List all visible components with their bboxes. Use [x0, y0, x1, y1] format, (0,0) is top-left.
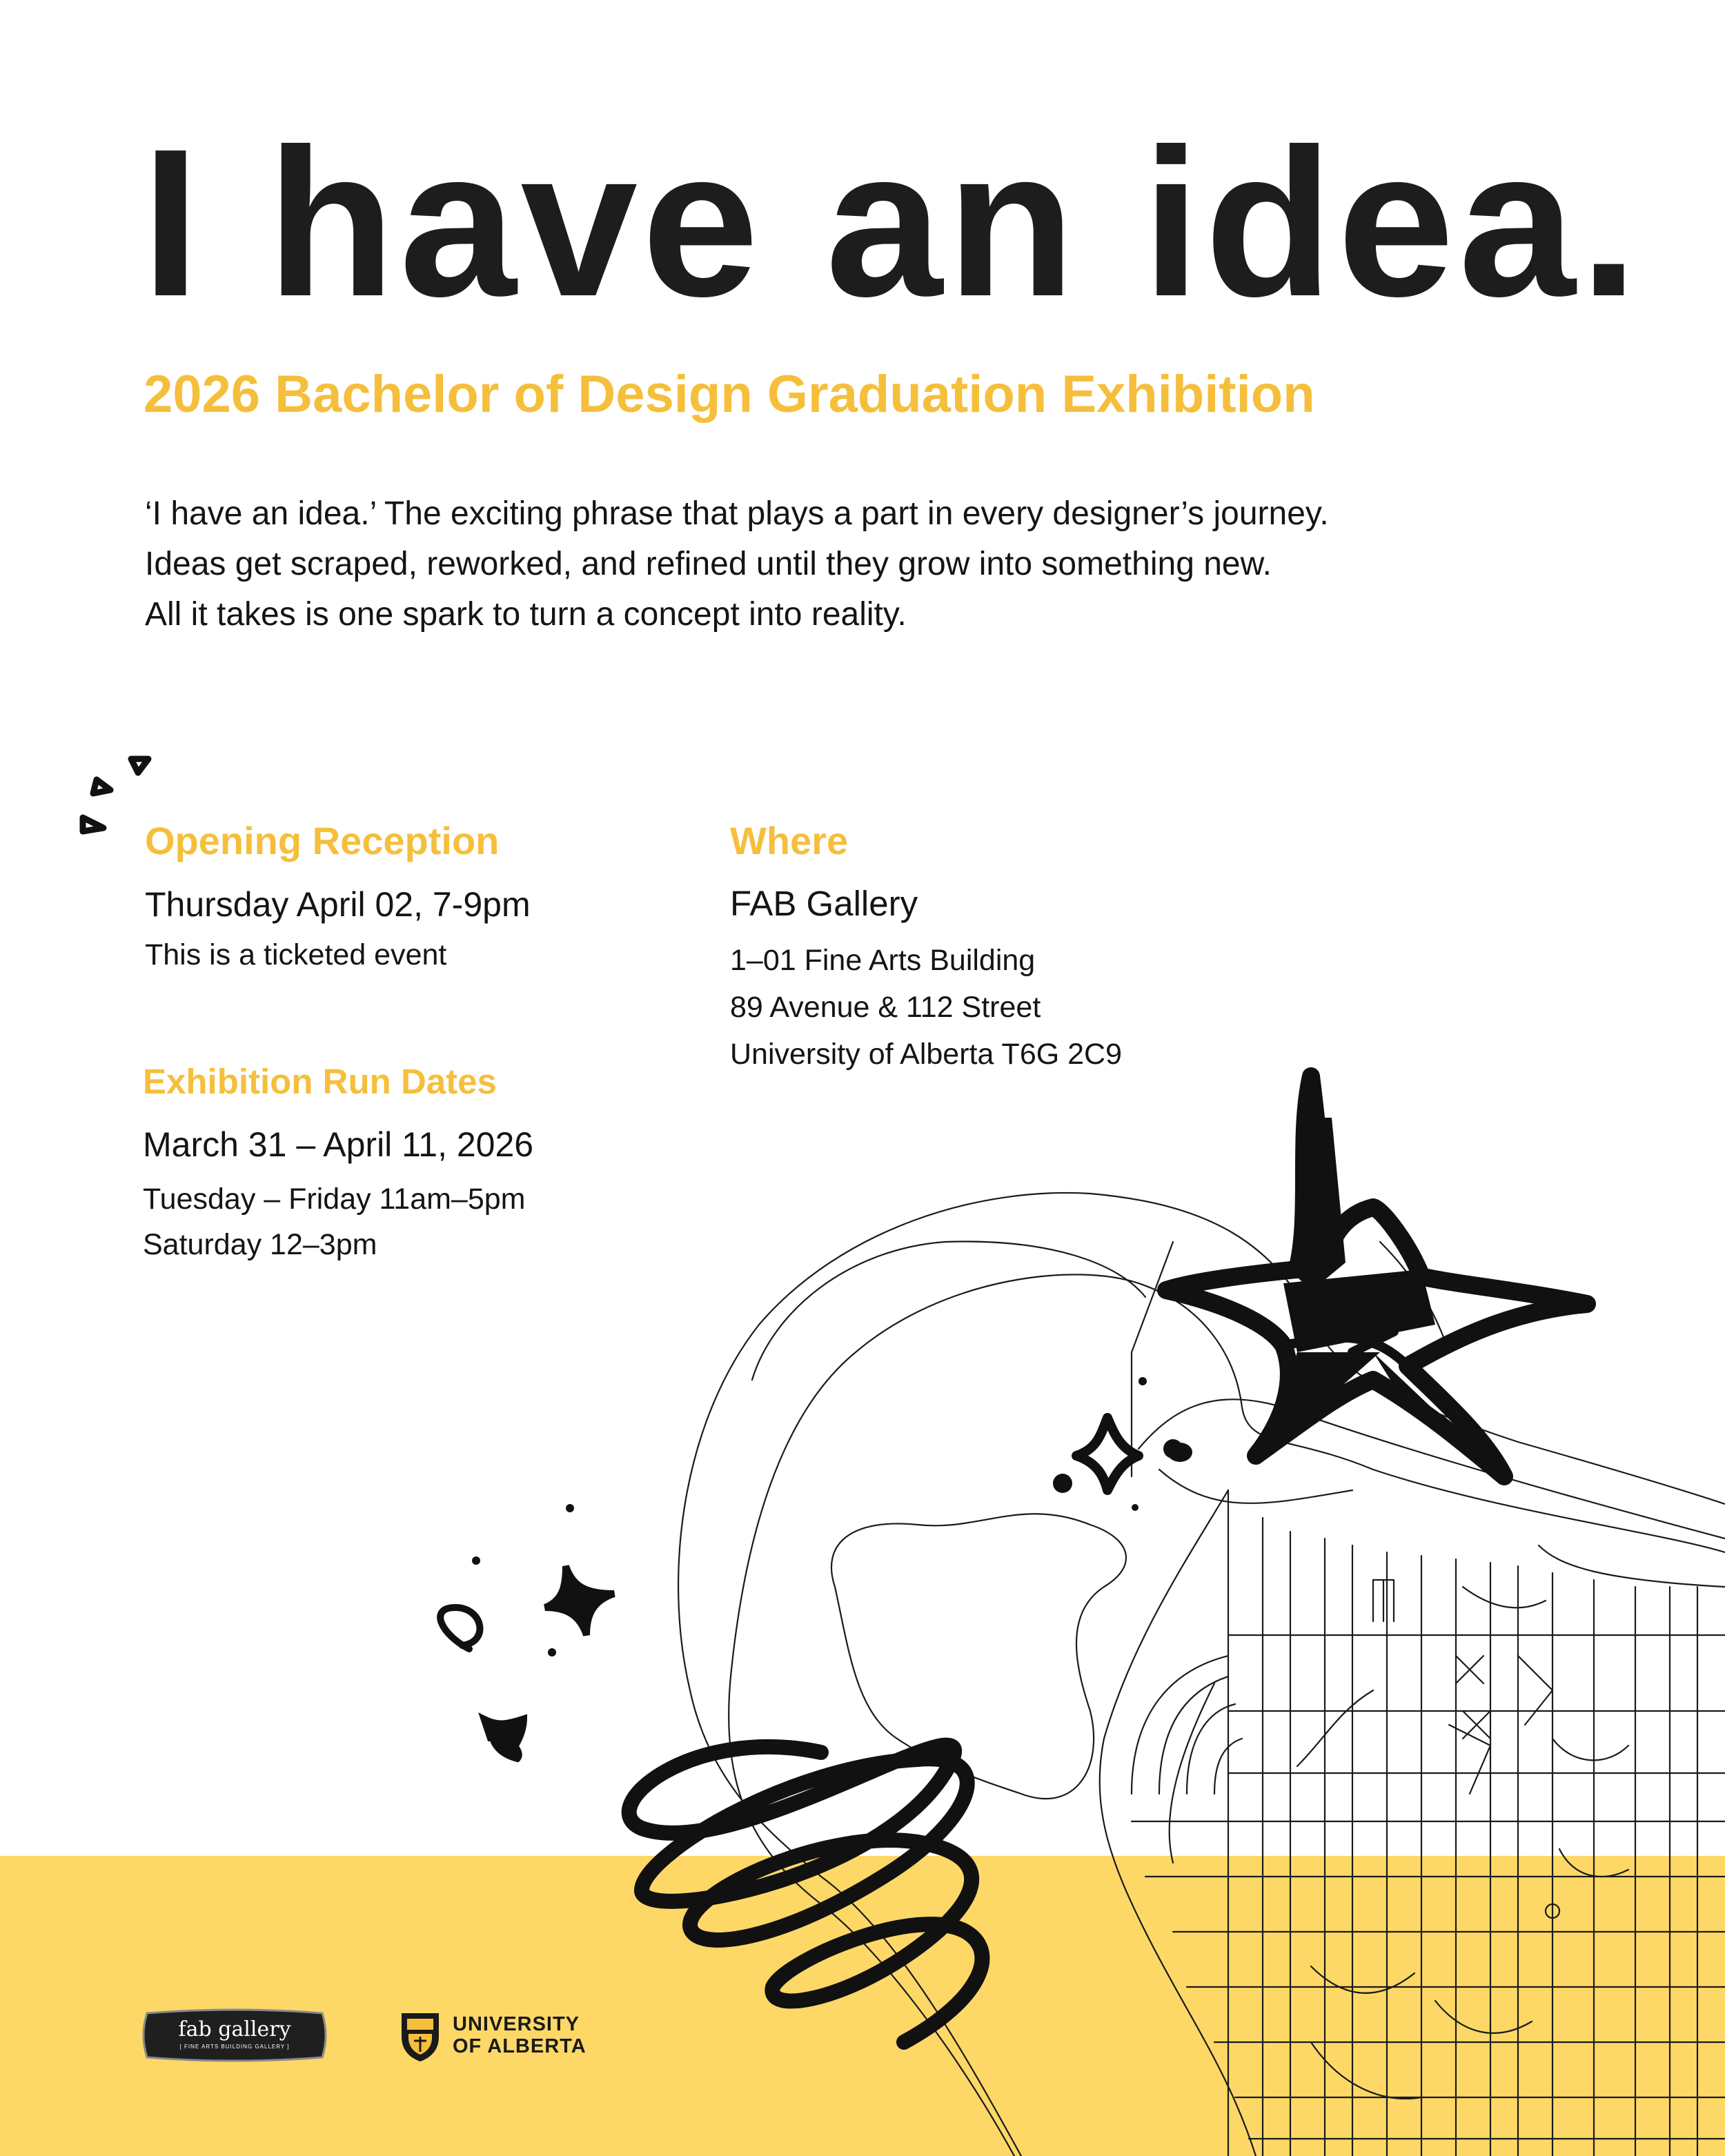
run-hours-saturday: Saturday 12–3pm — [143, 1228, 377, 1261]
fab-logo-name: fab gallery — [178, 2017, 291, 2041]
exhibition-subtitle: 2026 Bachelor of Design Graduation Exhibition — [144, 365, 1315, 424]
address-line-2: 89 Avenue & 112 Street — [730, 991, 1041, 1024]
run-dates: March 31 – April 11, 2026 — [143, 1125, 534, 1164]
intro-line-2: Ideas get scraped, reworked, and refined until they grow into something new. — [145, 546, 1272, 582]
opening-heading: Opening Reception — [145, 819, 500, 862]
intro-paragraph — [145, 488, 1490, 640]
crest-icon — [399, 2009, 442, 2063]
ua-line-1: UNIVERSITY — [453, 2013, 580, 2035]
where-heading: Where — [730, 819, 849, 862]
fab-gallery-logo — [141, 2008, 328, 2063]
swirl-icon — [440, 1608, 480, 1649]
fab-logo-subtitle: [ FINE ARTS BUILDING GALLERY ] — [179, 2044, 290, 2050]
opening-note: This is a ticketed event — [145, 938, 447, 971]
run-heading: Exhibition Run Dates — [143, 1062, 497, 1101]
address-line-3: University of Alberta T6G 2C9 — [730, 1038, 1123, 1071]
intro-line-1: ‘I have an idea.’ The exciting phrase that plays a part in every designer’s journey. — [145, 495, 1329, 532]
address-line-1: 1–01 Fine Arts Building — [730, 944, 1036, 977]
opening-date: Thursday April 02, 7-9pm — [145, 885, 531, 924]
run-hours-weekday: Tuesday – Friday 11am–5pm — [143, 1183, 526, 1216]
venue-name: FAB Gallery — [730, 884, 918, 923]
ua-line-2: OF ALBERTA — [453, 2035, 586, 2057]
page-title: I have an idea. — [141, 105, 1643, 340]
ua-wordmark — [453, 2013, 586, 2057]
intro-line-3: All it takes is one spark to turn a concept into reality. — [145, 596, 907, 633]
university-of-alberta-logo — [399, 2009, 606, 2064]
